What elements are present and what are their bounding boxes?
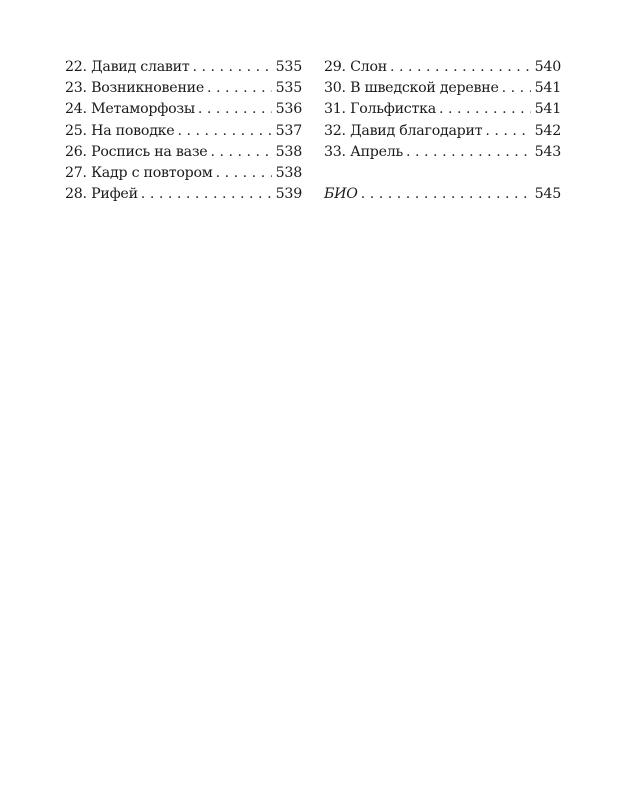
- toc-leader-dots: [439, 99, 531, 120]
- toc-entry-page: 535: [275, 59, 302, 75]
- toc-leader-dots: [141, 184, 272, 205]
- toc-leader-dots: [210, 142, 271, 163]
- toc-spacer: [324, 163, 561, 184]
- toc-entry: [324, 57, 561, 78]
- toc-entry: [324, 78, 561, 99]
- toc-entry-title: 28. Рифей: [65, 186, 138, 203]
- toc-entry: [65, 78, 302, 99]
- toc-entry-page: 536: [275, 101, 302, 118]
- toc-entry: [324, 99, 561, 120]
- toc-entry: [324, 121, 561, 142]
- toc-entry-page: 541: [534, 101, 561, 118]
- toc-leader-dots: [390, 57, 531, 78]
- toc-entry: [324, 142, 561, 163]
- toc-entry-title: 33. Апрель: [324, 143, 403, 160]
- toc-entry-page: 545: [534, 186, 561, 203]
- toc-entry-page: 542: [534, 122, 561, 139]
- toc-entry-title: 30. В шведской деревне: [324, 80, 499, 97]
- toc-entry-title: 31. Гольфистка: [324, 101, 436, 118]
- toc-entry-title: 29. Слон: [324, 59, 387, 75]
- toc-entry-page: 538: [275, 164, 302, 181]
- toc-entry-bio: [324, 184, 561, 205]
- toc-leader-dots: [406, 142, 531, 163]
- toc-entry: [65, 57, 302, 78]
- toc-entry-title: 23. Возникновение: [65, 80, 204, 97]
- toc-entry-page: 538: [275, 143, 302, 160]
- toc-leader-dots: [198, 99, 272, 120]
- toc-entry-page: 537: [275, 122, 302, 139]
- toc-entry-page: 543: [534, 143, 561, 160]
- table-of-contents: [65, 57, 561, 205]
- toc-left-column: [65, 57, 302, 205]
- toc-entry-page: 539: [275, 186, 302, 203]
- toc-leader-dots: [502, 78, 531, 99]
- toc-entry-page: 541: [534, 80, 561, 97]
- toc-entry: [65, 163, 302, 184]
- toc-right-column: [324, 57, 561, 205]
- toc-entry-title: 22. Давид славит: [65, 59, 190, 75]
- toc-entry: [65, 121, 302, 142]
- toc-entry-title: 27. Кадр с повтором: [65, 164, 213, 181]
- toc-entry-title: 24. Метаморфозы: [65, 101, 195, 118]
- toc-entry: [65, 184, 302, 205]
- toc-leader-dots: [216, 163, 272, 184]
- toc-leader-dots: [485, 121, 530, 142]
- toc-leader-dots: [361, 184, 531, 205]
- toc-entry-title: БИО: [324, 186, 358, 203]
- toc-entry: [65, 99, 302, 120]
- toc-leader-dots: [177, 121, 271, 142]
- toc-leader-dots: [192, 57, 271, 78]
- toc-entry-title: 26. Роспись на вазе: [65, 143, 208, 160]
- toc-entry-page: 535: [275, 80, 302, 97]
- toc-entry: [65, 142, 302, 163]
- toc-entry-page: 540: [534, 59, 561, 75]
- toc-entry-title: 25. На поводке: [65, 122, 175, 139]
- toc-entry-title: 32. Давид благодарит: [324, 122, 483, 139]
- toc-leader-dots: [207, 78, 272, 99]
